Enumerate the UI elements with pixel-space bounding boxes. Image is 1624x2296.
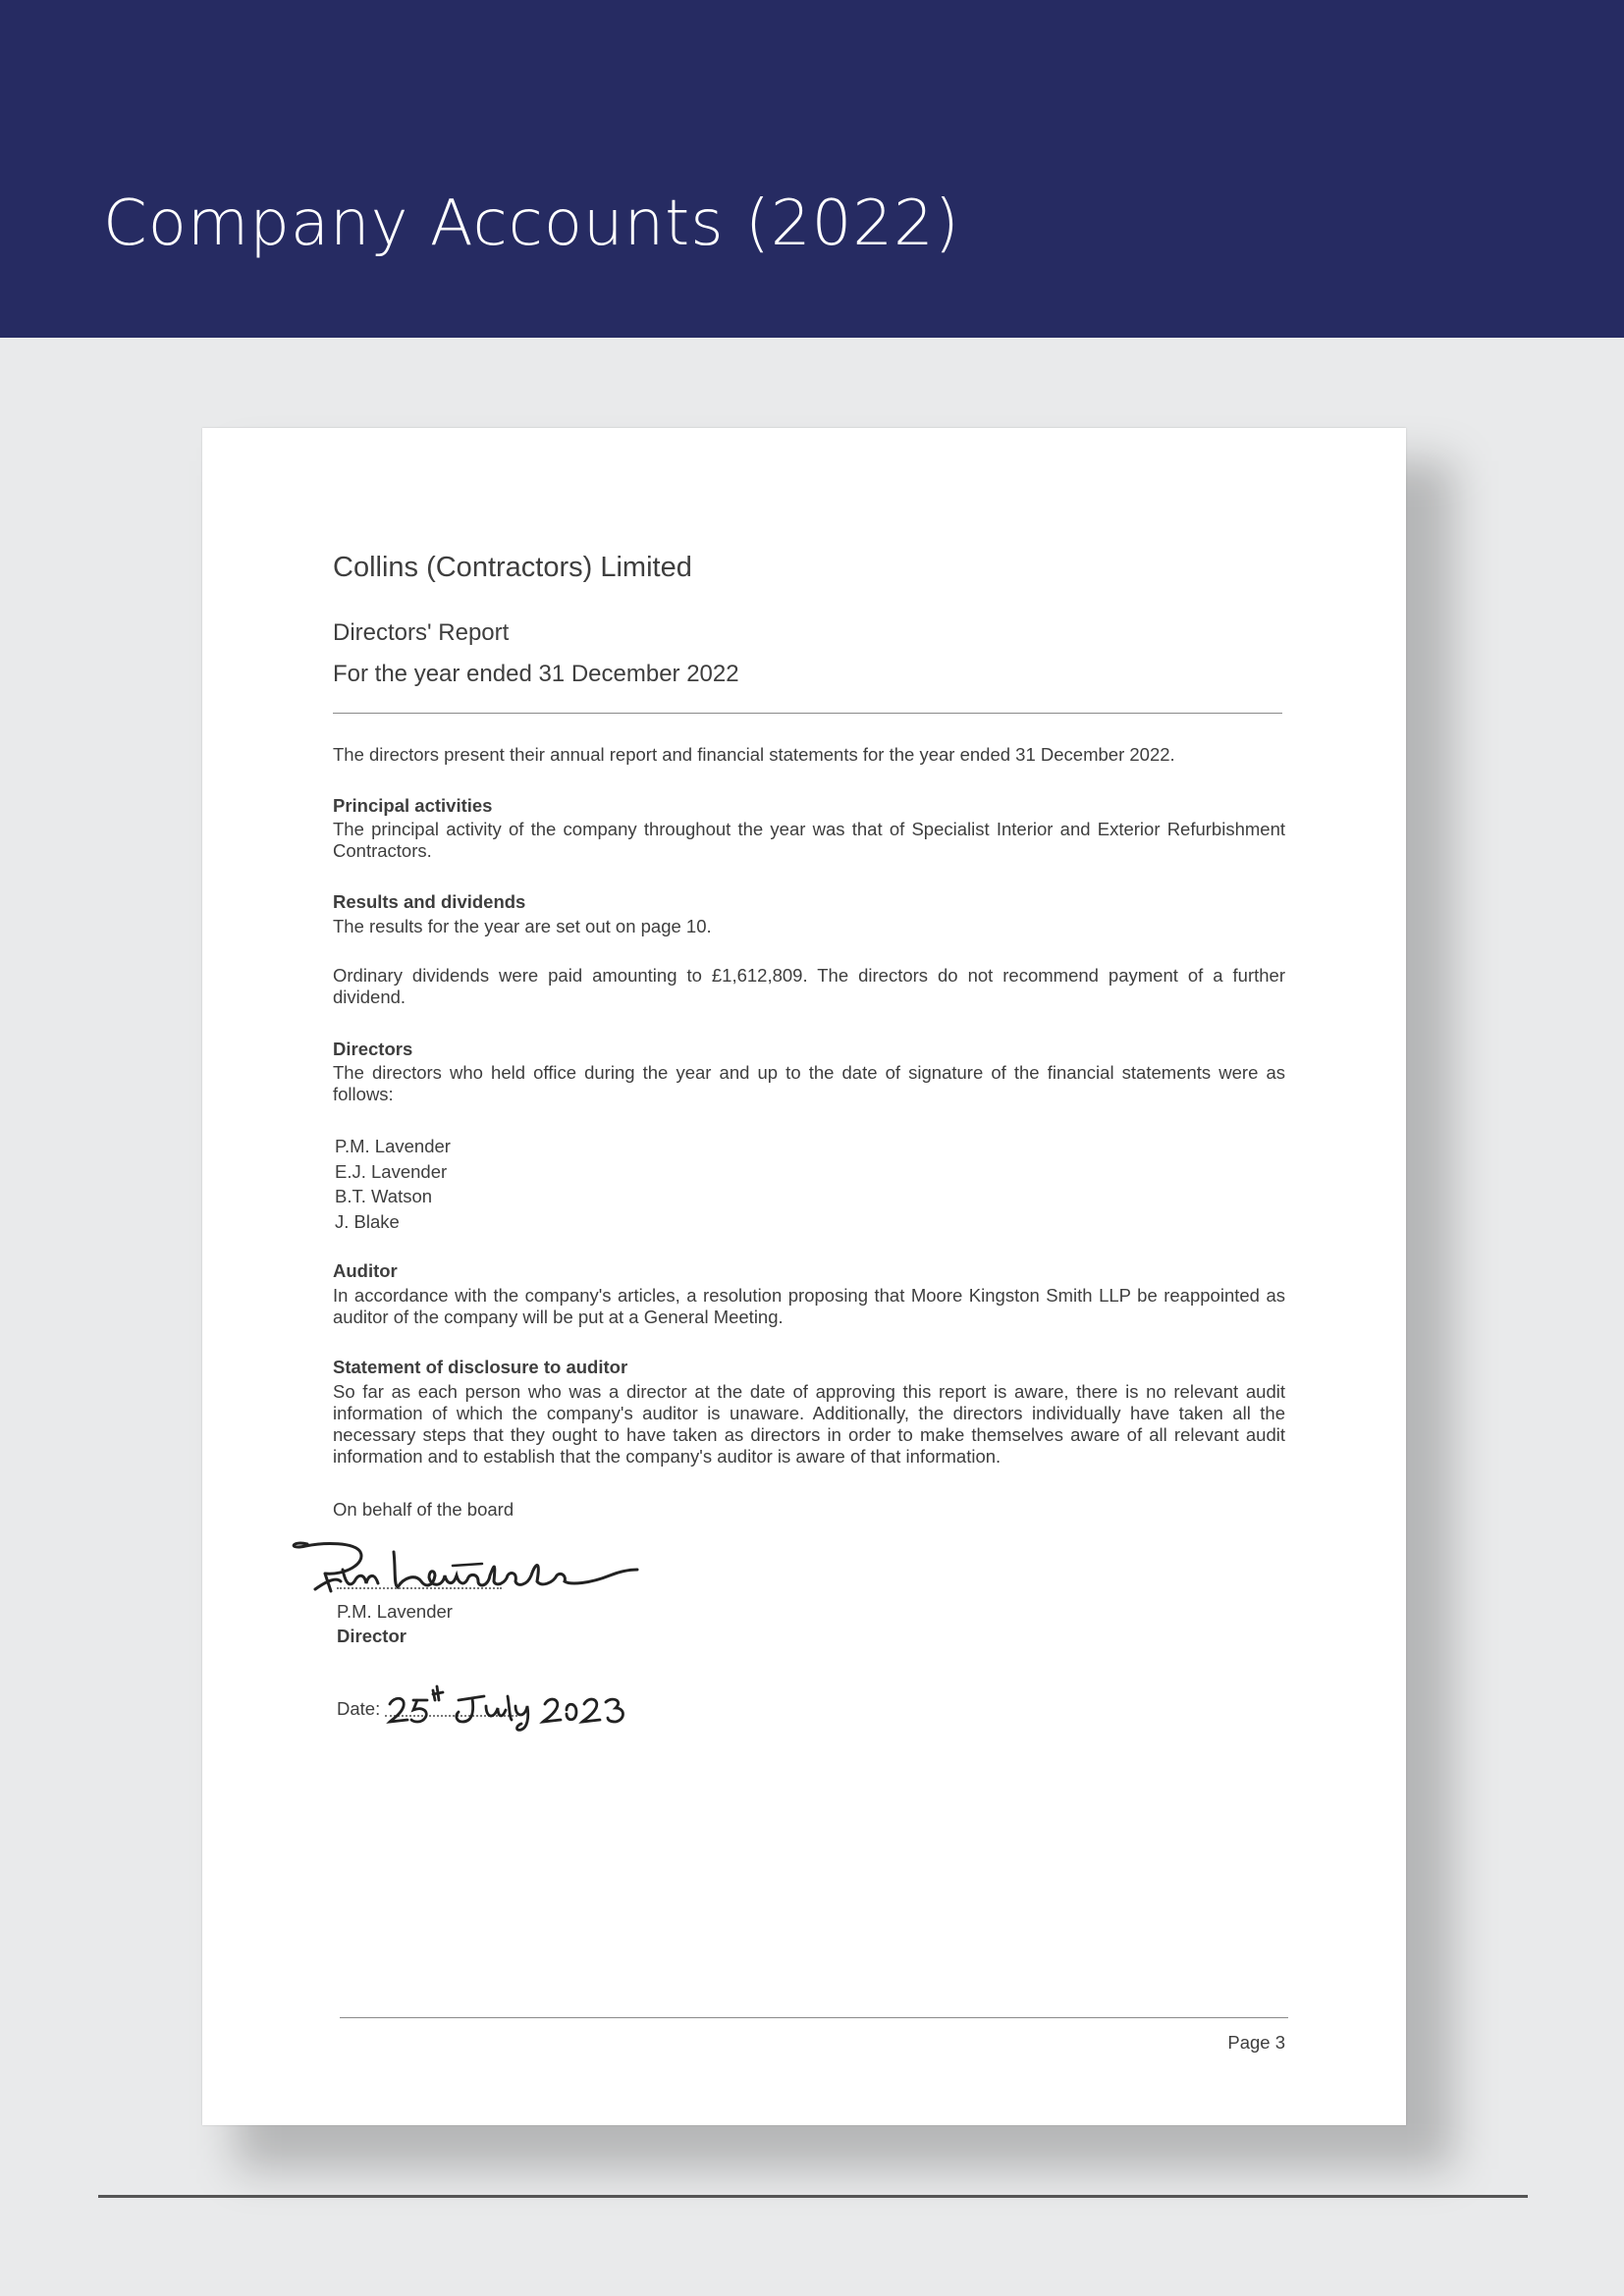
list-item: J. Blake: [335, 1210, 400, 1232]
date-label: Date:: [337, 1698, 381, 1719]
auditor-text: In accordance with the company's articles, a resolution proposing that Moore Kingston Smith LLP be reappointed as auditor of the company will be put at a General Meeting.: [333, 1285, 1285, 1327]
header-divider: [333, 713, 1282, 714]
signature-line: [337, 1587, 502, 1589]
report-title: Directors' Report: [333, 619, 510, 646]
principal-activities-heading: Principal activities: [333, 795, 493, 816]
disclosure-text: So far as each person who was a director at the date of approving this report is aware, there is no relevant audit information of which the company's auditor is unaware. Additionally, the directors individually have taken all the necessary steps that they ought to have taken as directors in order to make themselves aware of all relevant audit information and to establish that the company's auditor is aware of that information.: [333, 1381, 1285, 1467]
page-number: Page 3: [1227, 2032, 1285, 2053]
list-item: E.J. Lavender: [335, 1160, 448, 1182]
directors-list: [335, 1134, 451, 1234]
results-text: The results for the year are set out on page 10.: [333, 916, 712, 936]
page-title: Company Accounts (2022): [103, 187, 960, 260]
on-behalf-text: On behalf of the board: [333, 1499, 514, 1520]
dividends-text: Ordinary dividends were paid amounting to £1,612,809. The directors do not recommend payment of a further dividend.: [333, 965, 1285, 1007]
signer-name: P.M. Lavender: [337, 1601, 453, 1622]
principal-activities-text: The principal activity of the company throughout the year was that of Specialist Interior and Exterior Refurbishment Contractors.: [333, 819, 1285, 861]
header-banner: [0, 0, 1624, 338]
auditor-heading: Auditor: [333, 1260, 398, 1281]
intro-paragraph: The directors present their annual report and financial statements for the year ended 31 December 2022.: [333, 744, 1175, 765]
handwritten-date: [384, 1679, 639, 1733]
results-heading: Results and dividends: [333, 891, 526, 912]
footer-divider: [340, 2017, 1288, 2018]
list-item: B.T. Watson: [335, 1186, 433, 1206]
company-name: Collins (Contractors) Limited: [333, 552, 692, 583]
handwritten-signature: [286, 1530, 669, 1604]
document-page: [202, 428, 1406, 2125]
directors-heading: Directors: [333, 1039, 413, 1059]
directors-text: The directors who held office during the year and up to the date of signature of the financial statements were as follows:: [333, 1062, 1285, 1104]
report-period: For the year ended 31 December 2022: [333, 661, 739, 687]
footer-rule: [98, 2195, 1528, 2198]
disclosure-heading: Statement of disclosure to auditor: [333, 1357, 628, 1377]
signer-role: Director: [337, 1626, 406, 1646]
list-item: P.M. Lavender: [335, 1136, 451, 1156]
